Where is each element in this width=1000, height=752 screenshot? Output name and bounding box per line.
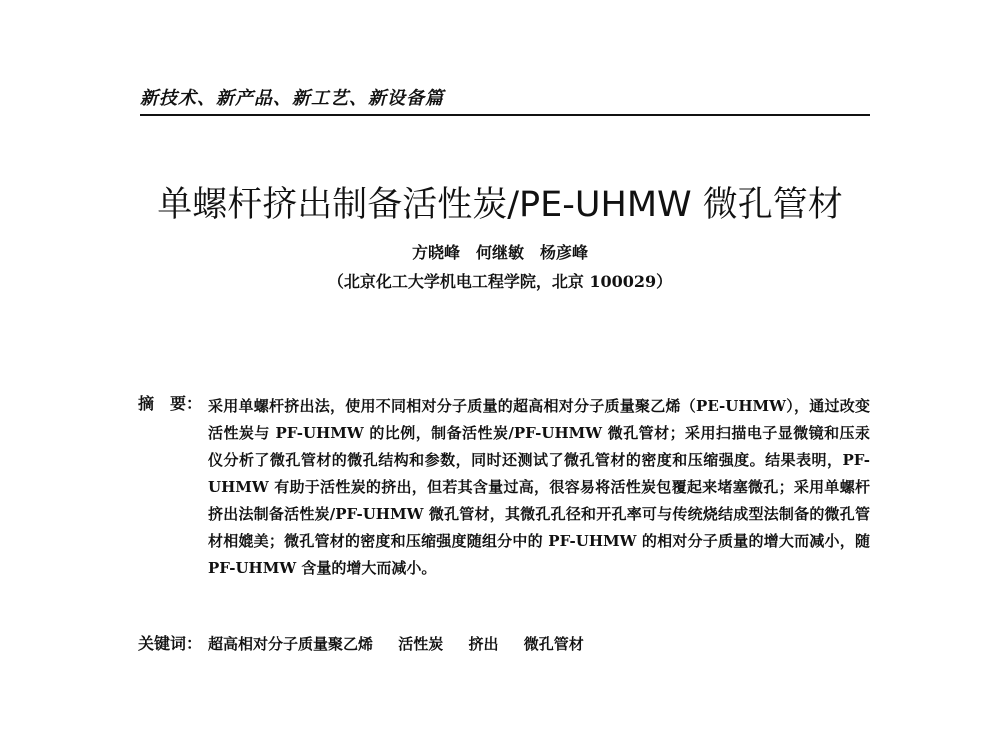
keyword-item: 挤出 xyxy=(468,635,499,653)
keyword-item: 微孔管材 xyxy=(523,635,584,653)
paper-title: 单螺杆挤出制备活性炭/PE-UHMW 微孔管材 xyxy=(157,185,843,225)
keyword-item: 活性炭 xyxy=(398,635,444,653)
running-header xyxy=(140,84,870,116)
abstract-text: 采用单螺杆挤出法，使用不同相对分子质量的超高相对分子质量聚乙烯（PE-UHMW），通过改变活性炭与 PF-UHMW 的比例，制备活性炭/PF-UHMW 微孔管材；采用扫描电子显微镜和压汞仪分析了微孔管材的微孔结构和参数，同时还测试了微孔管材的密度和压缩强度。结果表明，PF-UHMW 有助于活性炭的挤出，但若其含量过高，很容易将活性炭包覆起来堵塞微孔；采用单螺杆挤出法制备活性炭/PF-UHMW 微孔管材，其微孔孔径和开孔率可与传统烧结成型法制备的微孔管材相媲美；微孔管材的密度和压缩强度随组分中的 PF-UHMW 的相对分子质量的增大而减小，随 PF-UHMW 含量的增大而减小。 xyxy=(208,397,870,577)
keyword-item: 超高相对分子质量聚乙烯 xyxy=(208,635,374,653)
keywords-list xyxy=(208,633,870,655)
affiliation: （北京化工大学机电工程学院，北京 100029） xyxy=(327,272,673,291)
author-list: 方晓峰 何继敏 杨彦峰 xyxy=(411,243,588,262)
keywords-label: 关键词： xyxy=(138,634,203,653)
abstract-label: 摘 要： xyxy=(138,394,203,413)
section-title: 新技术、新产品、新工艺、新设备篇 xyxy=(140,88,444,109)
